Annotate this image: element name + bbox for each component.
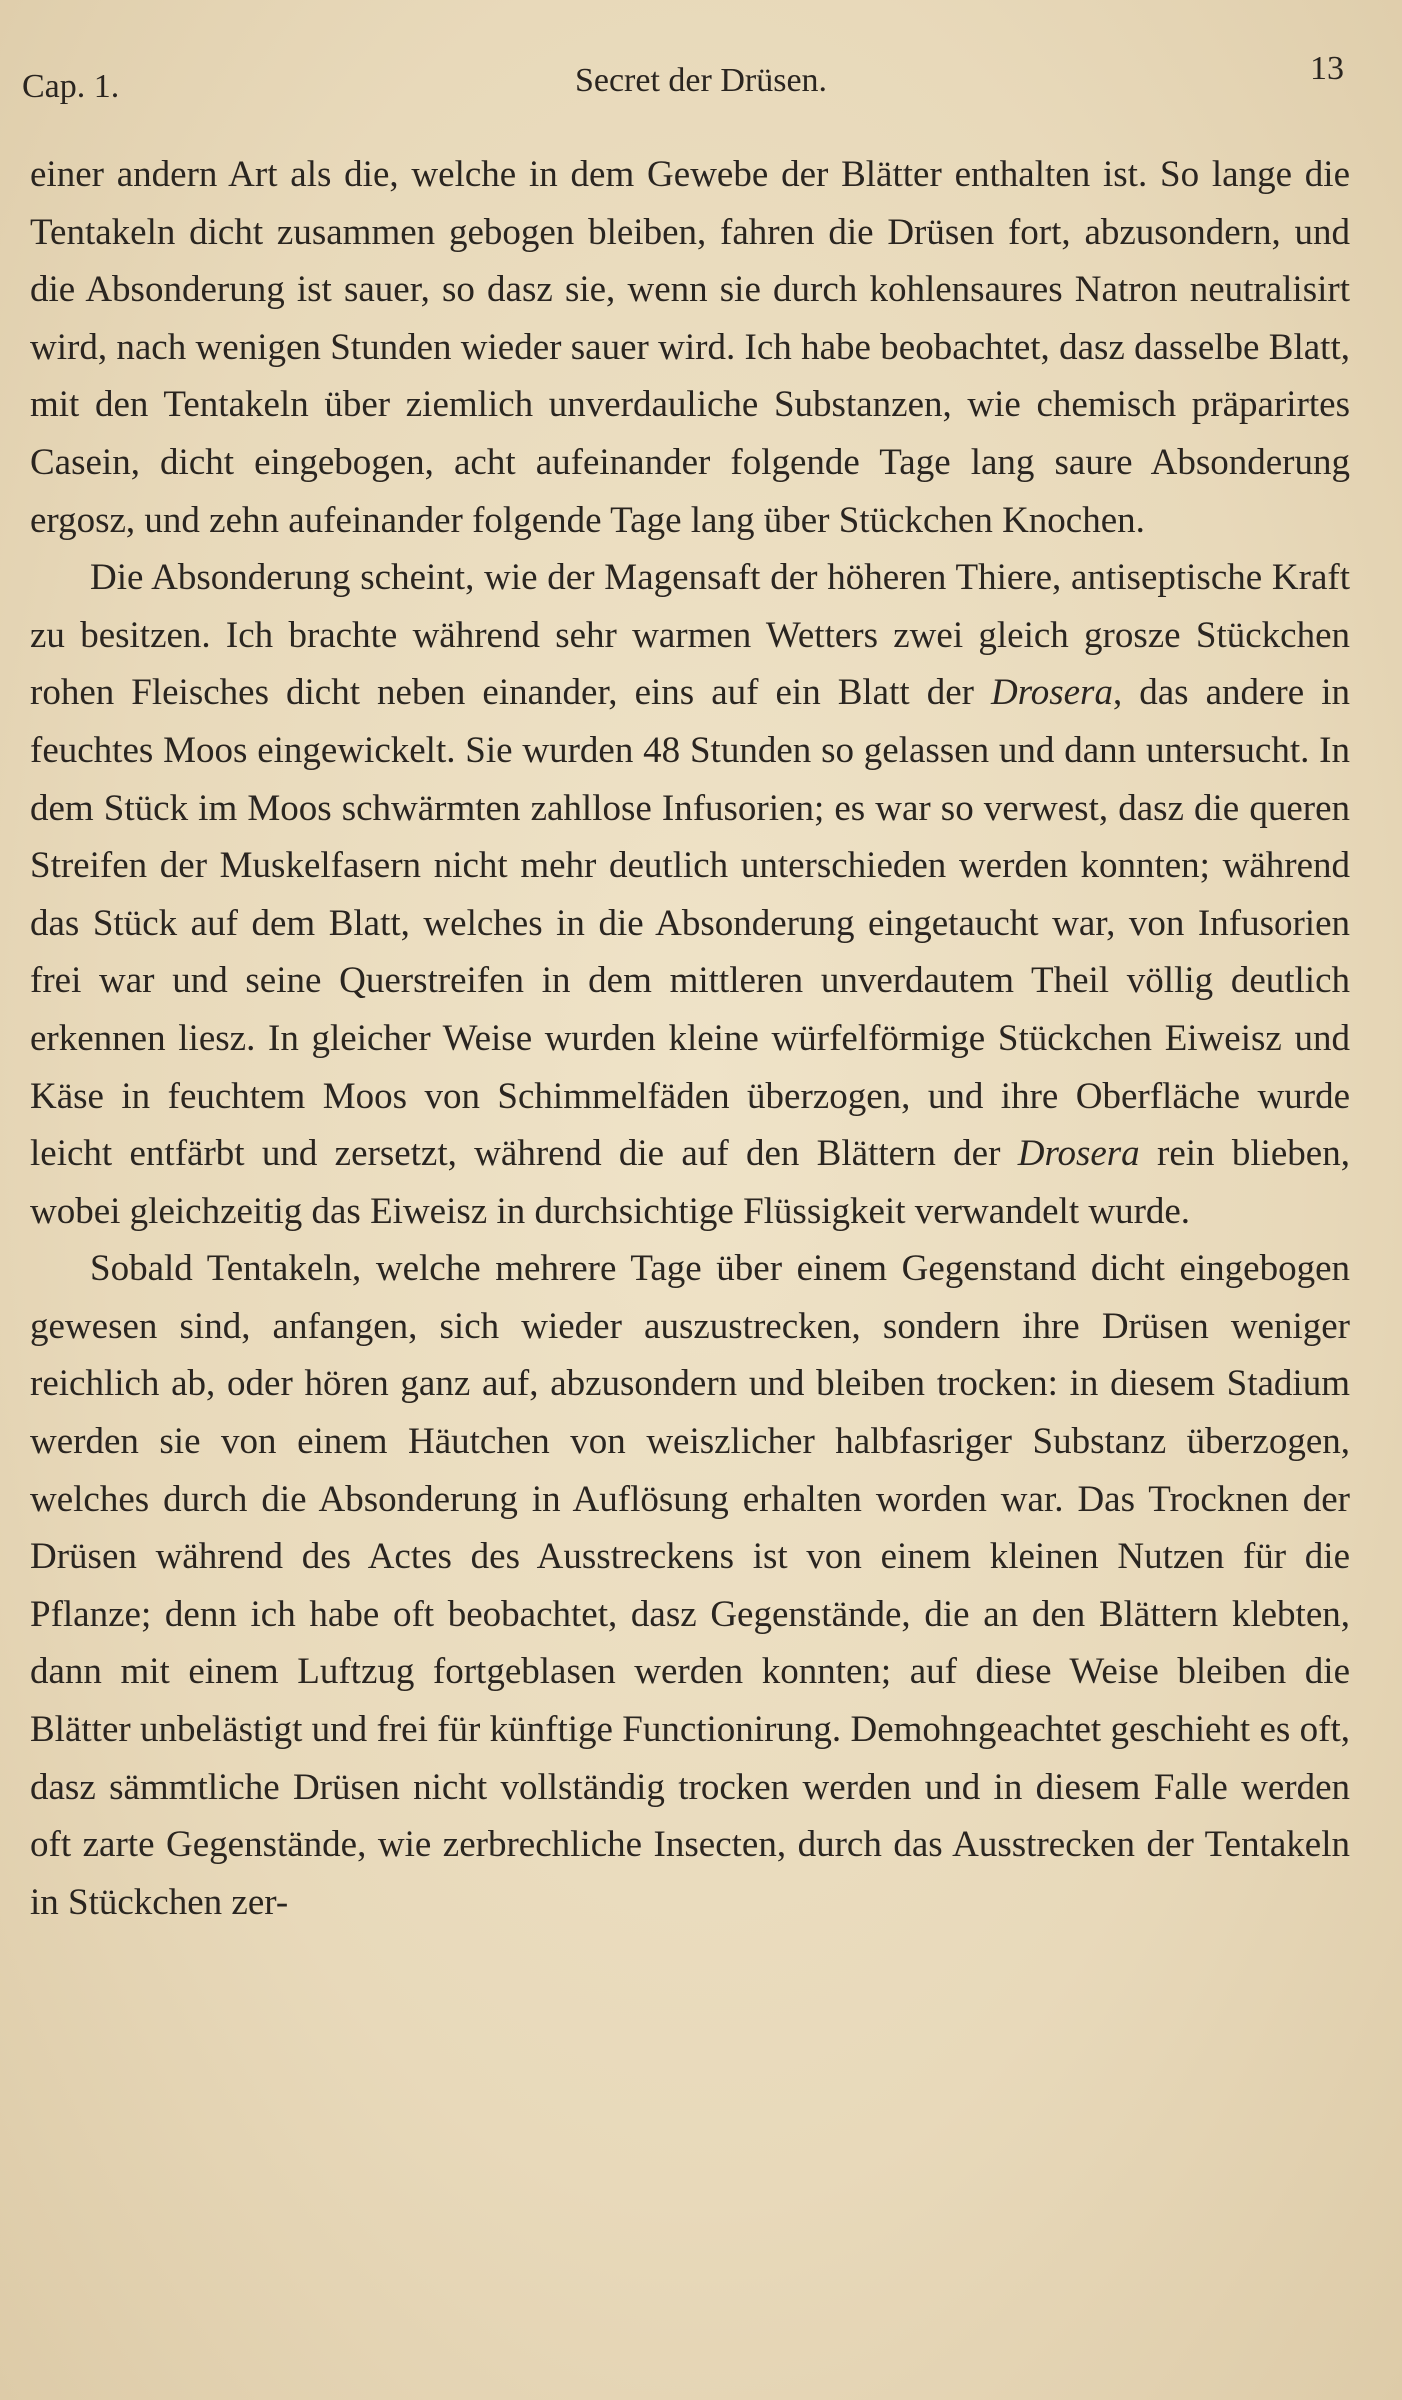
running-header: [0, 48, 1402, 108]
page-number: 13: [1310, 50, 1344, 87]
paragraph-antiseptic: Die Absonderung scheint, wie der Magensaft der höheren Thiere, antiseptische Kraft zu besitzen. Ich brachte während sehr warmen Wetters zwei gleich grosze Stückchen rohen Fleisches dicht neben einander, eins auf ein Blatt der Drosera, das andere in feuchtes Moos eingewickelt. Sie wurden 48 Stunden so gelassen und dann untersucht. In dem Stück im Moos schwärmten zahllose Infusorien; es war so verwest, dasz die queren Streifen der Muskelfasern nicht mehr deutlich unterschieden werden konnten; während das Stück auf dem Blatt, welches in die Absonderung eingetaucht war, von Infusorien frei war und seine Querstreifen in dem mittleren unverdautem Theil völlig deutlich erkennen liesz. In gleicher Weise wurden kleine würfelförmige Stückchen Eiweisz und Käse in feuchtem Moos von Schimmelfäden überzogen, und ihre Oberfläche wurde leicht entfärbt und zersetzt, während die auf den Blättern der Drosera rein blieben, wobei gleichzeitig das Eiweisz in durchsichtige Flüssigkeit verwandelt wurde.: [30, 557, 1350, 1232]
page-body: [30, 146, 1350, 1931]
genus-name: Drosera: [1017, 1133, 1140, 1175]
genus-name: Drosera: [990, 672, 1113, 714]
paragraph-continuation: einer andern Art als die, welche in dem Gewebe der Blätter enthalten ist. So lange die Tentakeln dicht zusammen gebogen bleiben, fahren die Drüsen fort, abzusondern, und die Absonderung ist sauer, so dasz sie, wenn sie durch kohlensaures Natron neutralisirt wird, nach wenigen Stunden wieder sauer wird. Ich habe beobachtet, dasz dasselbe Blatt, mit den Tentakeln über ziemlich unverdauliche Substanzen, wie chemisch präparirtes Casein, dicht eingebogen, acht aufeinander folgende Tage lang saure Absonderung ergosz, und zehn aufeinander folgende Tage lang über Stückchen Knochen.: [30, 154, 1350, 541]
running-title: Secret der Drüsen.: [574, 62, 828, 99]
paragraph-tentacles: Sobald Tentakeln, welche mehrere Tage über einem Gegenstand dicht eingebogen gewesen sind, anfangen, sich wieder auszustrecken, sondern ihre Drüsen weniger reichlich ab, oder hören ganz auf, abzusondern und bleiben trocken: in diesem Stadium werden sie von einem Häutchen von weiszlicher halbfasriger Substanz überzogen, welches durch die Absonderung in Auflösung erhalten worden war. Das Trocknen der Drüsen während des Actes des Ausstreckens ist von einem kleinen Nutzen für die Pflanze; denn ich habe oft beobachtet, dasz Gegenstände, die an den Blättern klebten, dann mit einem Luftzug fortgeblasen werden konnten; auf diese Weise bleiben die Blätter unbelästigt und frei für künftige Functionirung. Demohngeachtet geschieht es oft, dasz sämmtliche Drüsen nicht vollständig trocken werden und in diesem Falle werden oft zarte Gegenstände, wie zerbrechliche Insecten, durch das Ausstrecken der Tentakeln in Stückchen zer-: [30, 1248, 1350, 1923]
chapter-label: Cap. 1.: [22, 68, 120, 105]
